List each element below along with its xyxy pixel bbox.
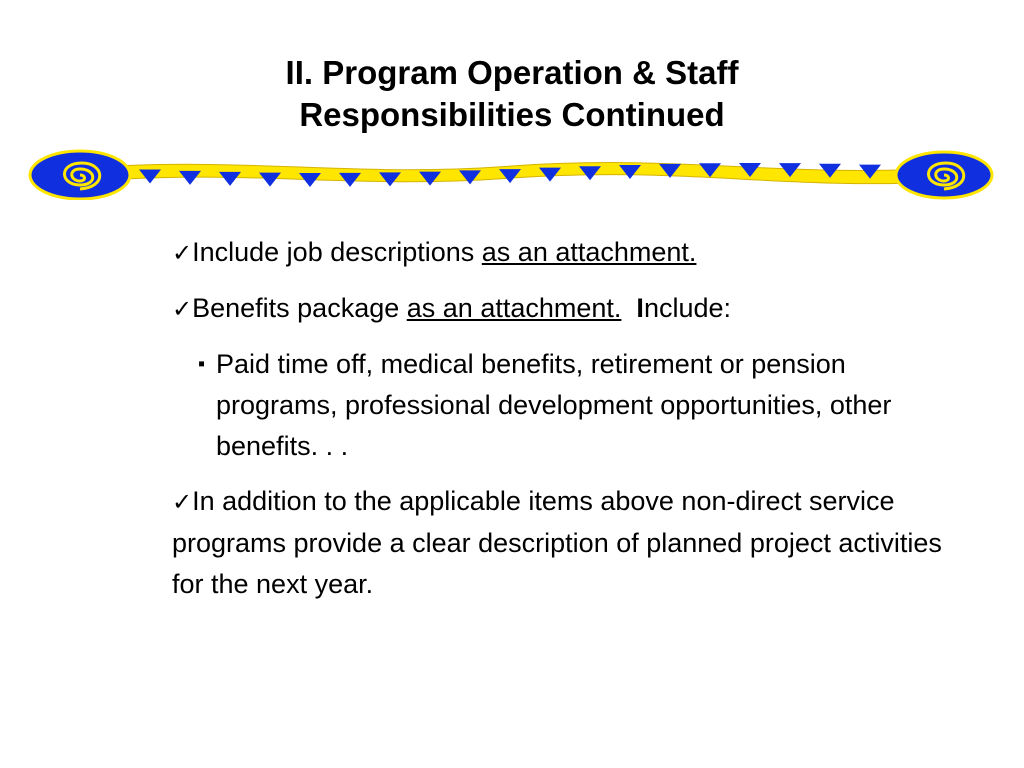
square-bullet-icon: ▪	[198, 353, 206, 375]
checkmark-icon: ✓	[172, 489, 193, 516]
triangle-marker	[179, 171, 201, 185]
bold-letter: I	[636, 293, 644, 323]
triangle-marker	[259, 173, 281, 187]
checkmark-icon: ✓	[172, 240, 193, 267]
slide-body	[172, 232, 952, 619]
bullet-text: Include job descriptions	[192, 237, 482, 267]
attachment-note: as an attachment.	[481, 237, 697, 267]
bullet-non-direct-service	[172, 481, 952, 605]
bullet-text: In addition to the applicable items above non-direct service programs provide a clear description of planned project activities for the next year.	[172, 486, 942, 599]
checkmark-icon: ✓	[172, 296, 193, 323]
title-line-2: Responsibilities Continued	[299, 96, 725, 133]
spiral-icon	[30, 151, 130, 199]
slide-title	[0, 52, 1024, 136]
bullet-text: Benefits package	[192, 293, 407, 323]
attachment-note: as an attachment.	[406, 293, 622, 323]
spiral-icon	[896, 152, 992, 198]
sub-bullet-benefits-list	[172, 344, 952, 467]
bullet-suffix: nclude:	[643, 293, 732, 323]
decorative-wave-divider	[0, 148, 1024, 200]
sub-bullet-text: Paid time off, medical benefits, retirement or pension programs, professional development opportunities, other benefits. . .	[216, 349, 892, 461]
title-line-1: II. Program Operation & Staff	[285, 54, 739, 91]
triangle-marker	[219, 172, 241, 186]
bullet-job-descriptions	[172, 232, 952, 274]
bullet-benefits-package	[172, 288, 952, 330]
